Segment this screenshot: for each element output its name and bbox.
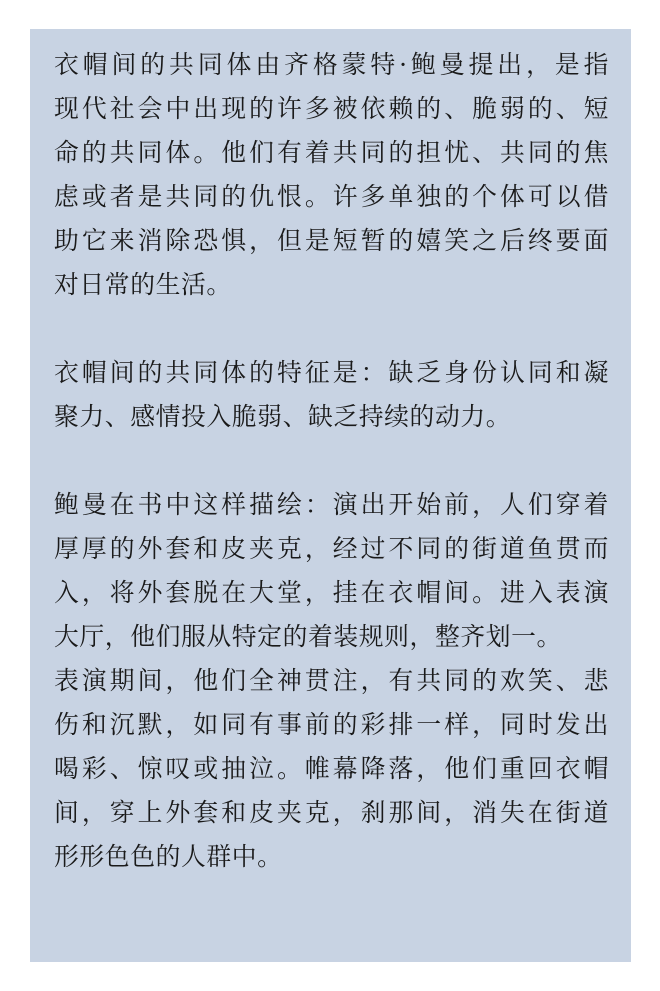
text-line: 喝彩、惊叹或抽泣。帷幕降落，他们重回衣帽	[54, 754, 609, 783]
text-line: 表演期间，他们全神贯注，有共同的欢笑、悲	[54, 666, 609, 695]
text-line: 命的共同体。他们有着共同的担忧、共同的焦	[54, 138, 609, 167]
text-panel	[30, 29, 631, 962]
text-line: 衣帽间的共同体由齐格蒙特·鲍曼提出，是指	[54, 50, 609, 79]
text-line: 形形色色的人群中。	[54, 842, 283, 871]
text-line: 虑或者是共同的仇恨。许多单独的个体可以借	[54, 182, 609, 211]
text-line: 现代社会中出现的许多被依赖的、脆弱的、短	[54, 94, 609, 123]
text-line: 鲍曼在书中这样描绘：演出开始前，人们穿着	[54, 490, 609, 519]
paragraph-gap	[54, 307, 609, 351]
text-line: 对日常的生活。	[54, 270, 232, 299]
text-line: 衣帽间的共同体的特征是：缺乏身份认同和凝	[54, 358, 609, 387]
text-line: 入，将外套脱在大堂，挂在衣帽间。进入表演	[54, 578, 609, 607]
paragraph-3	[54, 483, 609, 879]
text-line: 间，穿上外套和皮夹克，刹那间，消失在街道	[54, 798, 609, 827]
text-line: 聚力、感情投入脆弱、缺乏持续的动力。	[54, 402, 512, 431]
text-line: 厚厚的外套和皮夹克，经过不同的街道鱼贯而	[54, 534, 609, 563]
paragraph-2	[54, 351, 609, 439]
text-line: 助它来消除恐惧，但是短暂的嬉笑之后终要面	[54, 226, 609, 255]
paragraph-gap	[54, 439, 609, 483]
text-line: 伤和沉默，如同有事前的彩排一样，同时发出	[54, 710, 609, 739]
paragraph-1	[54, 43, 609, 307]
text-line: 大厅，他们服从特定的着装规则，整齐划一。	[54, 622, 562, 651]
